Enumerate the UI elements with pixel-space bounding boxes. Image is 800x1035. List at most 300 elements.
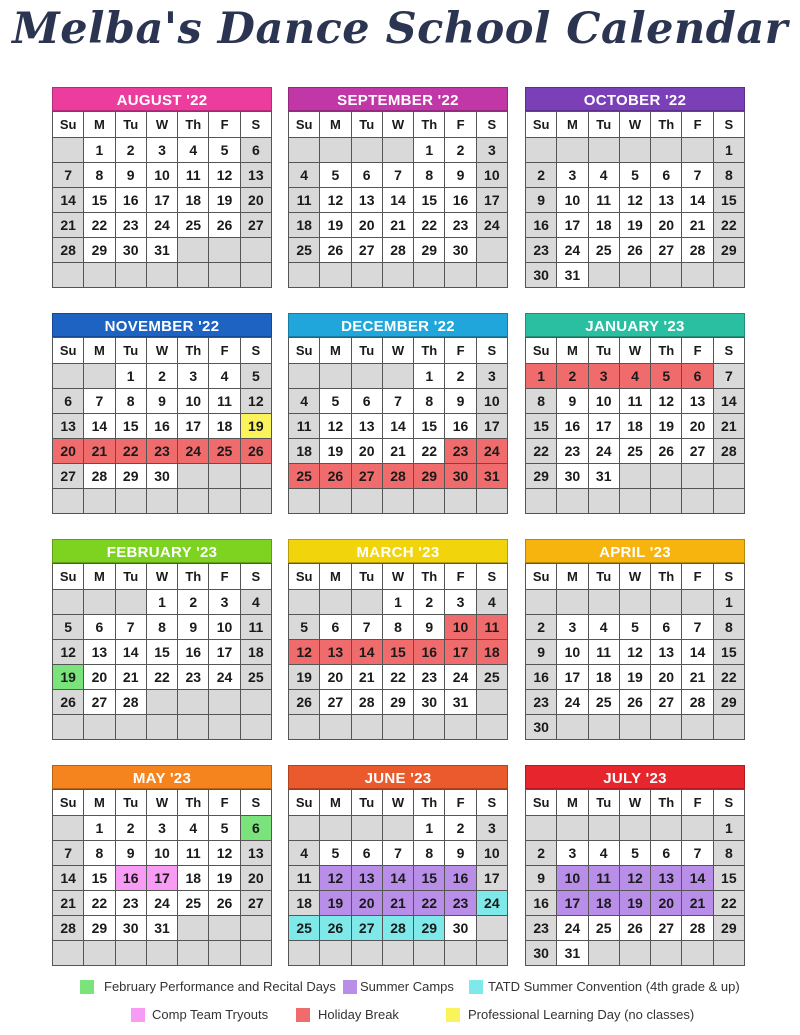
day-cell: 7: [53, 163, 84, 188]
empty-cell: [445, 941, 476, 966]
day-cell: 31: [146, 238, 177, 263]
day-cell: 6: [84, 615, 115, 640]
day-cell: 4: [476, 590, 507, 615]
day-cell: 14: [682, 640, 713, 665]
day-cell: 5: [209, 138, 240, 163]
empty-cell: [209, 238, 240, 263]
day-cell: 23: [445, 891, 476, 916]
empty-cell: [289, 489, 320, 514]
weekday-header: S: [713, 112, 744, 138]
day-cell: 4: [289, 389, 320, 414]
day-cell: 14: [682, 188, 713, 213]
day-cell: 26: [320, 464, 351, 489]
day-cell: 21: [84, 439, 115, 464]
weekday-header: F: [682, 338, 713, 364]
weekday-header: Th: [414, 338, 445, 364]
day-cell: 31: [557, 941, 588, 966]
day-cell: 18: [588, 891, 619, 916]
day-cell: 7: [351, 615, 382, 640]
day-cell: 30: [445, 916, 476, 941]
empty-cell: [651, 590, 682, 615]
day-cell: 14: [53, 188, 84, 213]
day-cell: 5: [619, 841, 650, 866]
day-cell: 27: [682, 439, 713, 464]
day-cell: 3: [557, 615, 588, 640]
empty-cell: [289, 941, 320, 966]
empty-cell: [351, 590, 382, 615]
day-cell: 12: [289, 640, 320, 665]
day-cell: 27: [351, 916, 382, 941]
month-block: [525, 313, 745, 514]
day-cell: 20: [351, 213, 382, 238]
day-cell: 6: [53, 389, 84, 414]
empty-cell: [445, 715, 476, 740]
day-cell: 21: [382, 439, 413, 464]
month-block: [52, 539, 272, 740]
day-cell: 15: [713, 866, 744, 891]
day-cell: 14: [382, 188, 413, 213]
day-cell: 9: [445, 163, 476, 188]
empty-cell: [651, 138, 682, 163]
weekday-header: W: [382, 112, 413, 138]
day-cell: 8: [146, 615, 177, 640]
day-cell: 13: [320, 640, 351, 665]
weekday-header: M: [320, 564, 351, 590]
legend-label: TATD Summer Convention (4th grade & up): [488, 979, 740, 994]
day-cell: 4: [209, 364, 240, 389]
day-cell: 16: [445, 414, 476, 439]
month-block: [288, 765, 508, 966]
month-block: [525, 765, 745, 966]
weekday-header: Tu: [115, 112, 146, 138]
empty-cell: [651, 464, 682, 489]
day-cell: 10: [146, 841, 177, 866]
day-cell: 27: [240, 891, 271, 916]
day-cell: 2: [526, 163, 557, 188]
day-cell: 7: [84, 389, 115, 414]
legend-label: Summer Camps: [360, 979, 454, 994]
empty-cell: [526, 590, 557, 615]
empty-cell: [445, 489, 476, 514]
day-cell: 15: [414, 188, 445, 213]
day-cell: 16: [526, 891, 557, 916]
day-cell: 6: [351, 389, 382, 414]
weekday-header: M: [84, 564, 115, 590]
day-cell: 13: [351, 188, 382, 213]
day-cell: 20: [84, 665, 115, 690]
day-cell: 25: [588, 238, 619, 263]
day-cell: 5: [240, 364, 271, 389]
weekday-header: W: [382, 564, 413, 590]
day-cell: 6: [351, 163, 382, 188]
day-cell: 28: [382, 916, 413, 941]
day-cell: 15: [84, 866, 115, 891]
day-cell: 15: [713, 188, 744, 213]
day-cell: 3: [557, 841, 588, 866]
weekday-header: Su: [526, 338, 557, 364]
empty-cell: [178, 263, 209, 288]
day-cell: 16: [445, 866, 476, 891]
day-cell: 15: [414, 866, 445, 891]
month-grid: [525, 789, 745, 966]
day-cell: 2: [526, 615, 557, 640]
day-cell: 23: [178, 665, 209, 690]
day-cell: 2: [557, 364, 588, 389]
day-cell: 1: [414, 138, 445, 163]
day-cell: 18: [588, 665, 619, 690]
empty-cell: [115, 941, 146, 966]
day-cell: 15: [115, 414, 146, 439]
day-cell: 29: [84, 916, 115, 941]
day-cell: 17: [557, 213, 588, 238]
day-cell: 16: [445, 188, 476, 213]
empty-cell: [619, 941, 650, 966]
month-grid: [288, 789, 508, 966]
day-cell: 15: [713, 640, 744, 665]
day-cell: 27: [84, 690, 115, 715]
legend-swatch-tatd: [469, 980, 483, 994]
day-cell: 23: [414, 665, 445, 690]
day-cell: 29: [713, 916, 744, 941]
weekday-header: W: [619, 564, 650, 590]
empty-cell: [619, 489, 650, 514]
day-cell: 18: [240, 640, 271, 665]
day-cell: 30: [557, 464, 588, 489]
day-cell: 12: [619, 866, 650, 891]
day-cell: 1: [713, 590, 744, 615]
day-cell: 10: [476, 841, 507, 866]
day-cell: 7: [382, 163, 413, 188]
day-cell: 18: [209, 414, 240, 439]
day-cell: 30: [526, 941, 557, 966]
weekday-header: Tu: [115, 564, 146, 590]
day-cell: 26: [619, 238, 650, 263]
day-cell: 24: [557, 916, 588, 941]
day-cell: 31: [146, 916, 177, 941]
day-cell: 9: [445, 841, 476, 866]
day-cell: 17: [588, 414, 619, 439]
day-cell: 28: [382, 464, 413, 489]
month-block: [525, 87, 745, 288]
day-cell: 30: [445, 464, 476, 489]
weekday-header: Th: [414, 112, 445, 138]
day-cell: 2: [115, 816, 146, 841]
day-cell: 28: [351, 690, 382, 715]
empty-cell: [476, 690, 507, 715]
empty-cell: [682, 816, 713, 841]
day-cell: 13: [651, 640, 682, 665]
weekday-header: Tu: [588, 790, 619, 816]
day-cell: 11: [289, 866, 320, 891]
day-cell: 12: [619, 188, 650, 213]
day-cell: 8: [382, 615, 413, 640]
weekday-header: S: [240, 564, 271, 590]
day-cell: 11: [289, 188, 320, 213]
day-cell: 17: [476, 414, 507, 439]
day-cell: 3: [476, 138, 507, 163]
day-cell: 22: [115, 439, 146, 464]
day-cell: 16: [557, 414, 588, 439]
empty-cell: [651, 816, 682, 841]
empty-cell: [557, 715, 588, 740]
weekday-header: M: [557, 112, 588, 138]
day-cell: 19: [619, 213, 650, 238]
day-cell: 23: [526, 916, 557, 941]
empty-cell: [178, 238, 209, 263]
empty-cell: [382, 138, 413, 163]
weekday-header: Su: [53, 338, 84, 364]
day-cell: 6: [682, 364, 713, 389]
day-cell: 25: [178, 213, 209, 238]
day-cell: 19: [619, 665, 650, 690]
weekday-header: F: [445, 112, 476, 138]
empty-cell: [682, 489, 713, 514]
weekday-header: F: [209, 564, 240, 590]
day-cell: 9: [445, 389, 476, 414]
empty-cell: [445, 263, 476, 288]
empty-cell: [146, 690, 177, 715]
empty-cell: [588, 489, 619, 514]
day-cell: 19: [53, 665, 84, 690]
day-cell: 3: [476, 364, 507, 389]
day-cell: 3: [588, 364, 619, 389]
empty-cell: [209, 690, 240, 715]
weekday-header: S: [476, 112, 507, 138]
day-cell: 1: [382, 590, 413, 615]
month-block: [52, 765, 272, 966]
weekday-header: Su: [289, 112, 320, 138]
empty-cell: [146, 941, 177, 966]
day-cell: 20: [240, 866, 271, 891]
day-cell: 14: [53, 866, 84, 891]
day-cell: 15: [414, 414, 445, 439]
day-cell: 7: [53, 841, 84, 866]
day-cell: 4: [588, 841, 619, 866]
day-cell: 11: [178, 841, 209, 866]
empty-cell: [351, 489, 382, 514]
day-cell: 22: [713, 665, 744, 690]
day-cell: 7: [682, 841, 713, 866]
weekday-header: Su: [53, 790, 84, 816]
day-cell: 29: [713, 238, 744, 263]
empty-cell: [289, 590, 320, 615]
day-cell: 24: [476, 213, 507, 238]
legend-swatch-holiday: [296, 1008, 310, 1022]
empty-cell: [557, 816, 588, 841]
day-cell: 23: [115, 891, 146, 916]
day-cell: 8: [84, 841, 115, 866]
day-cell: 18: [289, 213, 320, 238]
day-cell: 17: [557, 665, 588, 690]
day-cell: 19: [651, 414, 682, 439]
weekday-header: S: [476, 338, 507, 364]
day-cell: 9: [557, 389, 588, 414]
day-cell: 29: [115, 464, 146, 489]
day-cell: 19: [320, 439, 351, 464]
empty-cell: [619, 590, 650, 615]
weekday-header: M: [557, 338, 588, 364]
day-cell: 28: [115, 690, 146, 715]
empty-cell: [557, 590, 588, 615]
day-cell: 11: [209, 389, 240, 414]
weekday-header: F: [682, 112, 713, 138]
day-cell: 17: [557, 891, 588, 916]
weekday-header: M: [320, 112, 351, 138]
month-grid: [288, 337, 508, 514]
day-cell: 2: [178, 590, 209, 615]
empty-cell: [178, 690, 209, 715]
empty-cell: [682, 263, 713, 288]
day-cell: 18: [289, 891, 320, 916]
weekday-header: Th: [178, 112, 209, 138]
day-cell: 25: [209, 439, 240, 464]
empty-cell: [115, 263, 146, 288]
day-cell: 23: [526, 690, 557, 715]
day-cell: 12: [320, 414, 351, 439]
day-cell: 3: [178, 364, 209, 389]
day-cell: 22: [382, 665, 413, 690]
empty-cell: [289, 364, 320, 389]
day-cell: 19: [320, 891, 351, 916]
empty-cell: [382, 489, 413, 514]
month-grid: [525, 337, 745, 514]
empty-cell: [289, 263, 320, 288]
day-cell: 25: [178, 891, 209, 916]
day-cell: 6: [651, 163, 682, 188]
day-cell: 27: [240, 213, 271, 238]
empty-cell: [682, 941, 713, 966]
day-cell: 3: [476, 816, 507, 841]
day-cell: 10: [146, 163, 177, 188]
day-cell: 31: [445, 690, 476, 715]
day-cell: 24: [557, 238, 588, 263]
day-cell: 5: [320, 163, 351, 188]
day-cell: 25: [588, 690, 619, 715]
day-cell: 27: [320, 690, 351, 715]
legend-label: Professional Learning Day (no classes): [468, 1007, 695, 1022]
day-cell: 13: [240, 841, 271, 866]
day-cell: 2: [115, 138, 146, 163]
month-grid: [525, 111, 745, 288]
day-cell: 10: [557, 866, 588, 891]
weekday-header: S: [240, 112, 271, 138]
empty-cell: [209, 263, 240, 288]
day-cell: 13: [351, 414, 382, 439]
weekday-header: Th: [414, 790, 445, 816]
empty-cell: [476, 489, 507, 514]
month-title: JUNE '23: [288, 765, 508, 789]
day-cell: 3: [146, 816, 177, 841]
day-cell: 30: [146, 464, 177, 489]
day-cell: 13: [53, 414, 84, 439]
empty-cell: [651, 263, 682, 288]
day-cell: 26: [209, 891, 240, 916]
empty-cell: [619, 715, 650, 740]
day-cell: 4: [588, 163, 619, 188]
day-cell: 28: [713, 439, 744, 464]
day-cell: 12: [320, 866, 351, 891]
day-cell: 25: [240, 665, 271, 690]
day-cell: 23: [445, 439, 476, 464]
day-cell: 4: [619, 364, 650, 389]
weekday-header: W: [382, 790, 413, 816]
day-cell: 30: [526, 715, 557, 740]
day-cell: 26: [619, 916, 650, 941]
day-cell: 21: [53, 213, 84, 238]
empty-cell: [240, 941, 271, 966]
day-cell: 27: [651, 690, 682, 715]
day-cell: 6: [651, 841, 682, 866]
day-cell: 13: [651, 188, 682, 213]
empty-cell: [682, 464, 713, 489]
day-cell: 19: [209, 188, 240, 213]
weekday-header: Tu: [115, 790, 146, 816]
day-cell: 28: [682, 690, 713, 715]
day-cell: 10: [557, 188, 588, 213]
day-cell: 26: [209, 213, 240, 238]
day-cell: 24: [146, 891, 177, 916]
day-cell: 23: [146, 439, 177, 464]
day-cell: 30: [445, 238, 476, 263]
day-cell: 20: [682, 414, 713, 439]
weekday-header: S: [240, 338, 271, 364]
day-cell: 13: [240, 163, 271, 188]
empty-cell: [53, 263, 84, 288]
day-cell: 11: [240, 615, 271, 640]
weekday-header: M: [84, 112, 115, 138]
day-cell: 4: [289, 841, 320, 866]
day-cell: 26: [320, 916, 351, 941]
month-title: FEBRUARY '23: [52, 539, 272, 563]
day-cell: 10: [209, 615, 240, 640]
empty-cell: [414, 941, 445, 966]
weekday-header: W: [146, 112, 177, 138]
day-cell: 28: [53, 916, 84, 941]
weekday-header: Tu: [588, 564, 619, 590]
month-title: SEPTEMBER '22: [288, 87, 508, 111]
day-cell: 25: [289, 916, 320, 941]
weekday-header: Th: [651, 338, 682, 364]
empty-cell: [84, 263, 115, 288]
weekday-header: Tu: [588, 338, 619, 364]
empty-cell: [588, 138, 619, 163]
day-cell: 9: [414, 615, 445, 640]
day-cell: 11: [619, 389, 650, 414]
empty-cell: [178, 464, 209, 489]
day-cell: 26: [289, 690, 320, 715]
day-cell: 4: [178, 816, 209, 841]
empty-cell: [178, 916, 209, 941]
empty-cell: [320, 816, 351, 841]
empty-cell: [414, 489, 445, 514]
day-cell: 30: [414, 690, 445, 715]
day-cell: 7: [115, 615, 146, 640]
day-cell: 16: [526, 665, 557, 690]
day-cell: 29: [382, 690, 413, 715]
day-cell: 27: [651, 238, 682, 263]
empty-cell: [209, 916, 240, 941]
weekday-header: Tu: [588, 112, 619, 138]
day-cell: 19: [320, 213, 351, 238]
empty-cell: [178, 489, 209, 514]
day-cell: 20: [651, 665, 682, 690]
day-cell: 3: [445, 590, 476, 615]
empty-cell: [53, 816, 84, 841]
day-cell: 21: [53, 891, 84, 916]
weekday-header: M: [557, 564, 588, 590]
month-block: [288, 87, 508, 288]
day-cell: 12: [53, 640, 84, 665]
